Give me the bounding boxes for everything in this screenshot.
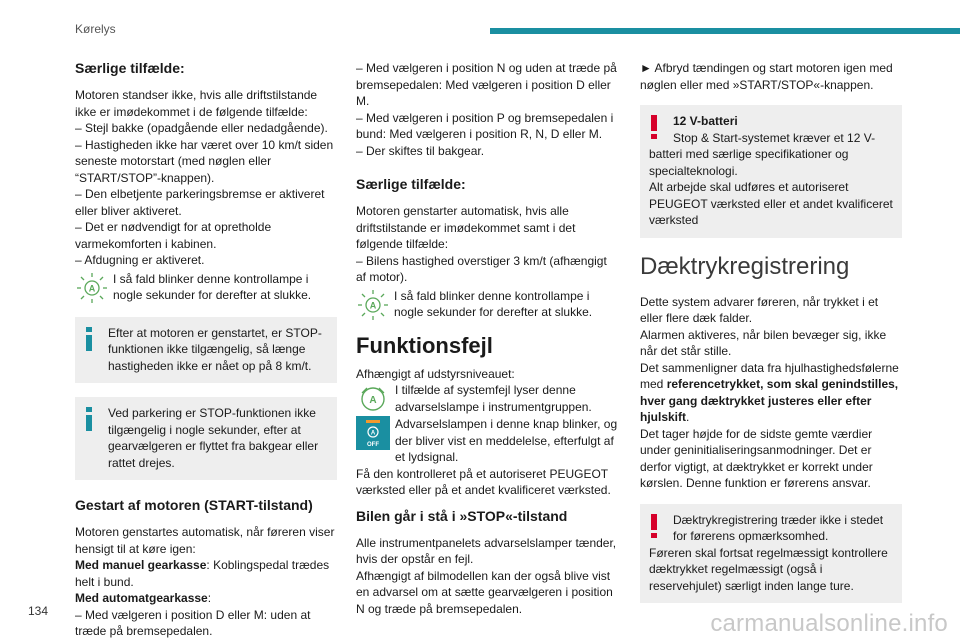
column-2 (356, 60, 620, 617)
stop-start-warning-lamp-icon (356, 382, 390, 416)
svg-text:A: A (369, 395, 377, 406)
svg-text:OFF: OFF (367, 442, 379, 448)
warning-icon (650, 514, 658, 538)
lamp-note (356, 288, 620, 322)
list-item: – Det er nødvendigt for at opretholde varmekomforten i kabinen. (75, 220, 272, 251)
paragraph: Alle instrumentpanelets advarselslamper tænder, hvis der opstår en fejl. (356, 535, 617, 566)
stop-start-lamp-icon (356, 288, 390, 322)
info-box (75, 317, 337, 384)
warning-title: 12 V-batteri (673, 114, 738, 128)
list-item: – Hastigheden ikke har været over 10 km/t siden seneste motorstart (med nøglen eller “START/STOP”-knappen). (75, 137, 334, 185)
list-item: – Med vælgeren i position P og bremsepedalen i bund: Med vælgeren i position R, N, D eller M. (356, 110, 614, 141)
paragraph: ► Afbryd tændingen og start motoren igen med nøglen eller med »START/STOP«-knappen. (640, 61, 893, 92)
warning-box (640, 105, 902, 238)
svg-text:A: A (370, 430, 376, 437)
heading-special-cases: Særlige tilfælde: (75, 60, 185, 76)
heading-tyre-pressure: Dæktrykregistrering (640, 252, 850, 280)
page-number: 134 (28, 604, 49, 618)
paragraph-manual: Med manuel gearkasse: Koblingspedal trædes helt i bund. (75, 558, 330, 589)
header-accent-bar (490, 28, 960, 34)
column-3 (640, 60, 902, 617)
list-item: – Den elbetjente parkeringsbremse er aktiveret eller bliver aktiveret. (75, 187, 325, 218)
list-item: – Der skiftes til bakgear. (356, 143, 485, 158)
info-icon (85, 327, 93, 351)
column-1 (75, 52, 337, 640)
list-item: – Stejl bakke (opadgående eller nedadgående). (75, 121, 328, 135)
stop-start-lamp-icon (75, 271, 109, 305)
lamp-note-text: I tilfælde af systemfejl lyser denne advarselslampe i instrumentgruppen. (395, 383, 592, 414)
watermark: carmanualsonline.info (710, 610, 948, 637)
paragraph: Motoren genstartes automatisk, når føreren viser hensigt til at køre igen: (75, 525, 335, 556)
list-item: – Afdugning er aktiveret. (75, 253, 205, 267)
list-item: – Med vælgeren i position N og uden at træde på bremsepedalen: Med vælgeren i position D eller M. (356, 61, 617, 108)
warning-text: Stop & Start-systemet kræver et 12 V-batteri med særlige specifikationer og specialteknologi. (649, 130, 876, 178)
warning-text: Alt arbejde skal udføres et autoriseret PEUGEOT værksted eller et andet kvalificeret værksted (649, 180, 893, 227)
paragraph: Dette system advarer føreren, når trykket i et eller flere dæk falder. (640, 294, 879, 325)
lamp-note-text: Advarselslampen i denne knap blinker, og der bliver vist en meddelelse, efterfulgt af et lydsignal. (395, 417, 618, 464)
info-box (75, 397, 337, 480)
heading-special-cases: Særlige tilfælde: (356, 176, 466, 192)
lamp-note-text: I så fald blinker denne kontrollampe i nogle sekunder for derefter at slukke. (113, 271, 312, 302)
stop-start-off-button-icon (356, 416, 390, 450)
paragraph: Få den kontrolleret på et autoriseret PEUGEOT værksted eller på et andet kvalificeret værksted. (356, 466, 611, 497)
heading-start-mode: Gestart af motoren (START-tilstand) (75, 497, 313, 513)
paragraph: Det sammenligner data fra hjulhastighedsfølerne med referencetrykket, som skal genindstilles, hver gang dæktrykket justeres eller efter hjulskift. (640, 360, 899, 424)
svg-text:A: A (369, 300, 377, 310)
lamp-note-text: I så fald blinker denne kontrollampe i nogle sekunder for derefter at slukke. (394, 288, 593, 319)
info-text: Ved parkering er STOP-funktionen ikke tilgængelig i nogle sekunder, efter at gearvælgeren er flyttet fra bakgear eller rattet drejes. (108, 406, 319, 470)
paragraph: Afhængigt af udstyrsniveauet: (356, 366, 515, 381)
paragraph: Afhængigt af bilmodellen kan der også blive vist en advarsel om at sætte gearvælgeren i position N og træde på bremsepedalen. (356, 568, 613, 616)
running-header: Kørelys (75, 22, 116, 36)
heading-malfunction: Funktionsfejl (356, 332, 493, 358)
paragraph: Motoren genstarter automatisk, hvis alle driftstilstande er imødekommet samt i det følgende tilfælde: (356, 204, 576, 251)
paragraph-auto: Med automatgearkasse: (75, 591, 212, 605)
malfunction-lamps (356, 382, 620, 466)
paragraph: Motoren standser ikke, hvis alle driftstilstande ikke er imødekommet i de følgende tilfælde: (75, 88, 318, 119)
info-icon (85, 407, 93, 431)
paragraph: Alarmen aktiveres, når bilen bevæger sig, ikke når det står stille. (640, 327, 887, 358)
warning-box (640, 504, 902, 604)
paragraph: Det tager højde for de sidste gemte værdier under geninitialiseringsanmodninger. Det er derfor vigtigt, at dæktrykket er korrekt under kørslen. Denne funktion er førerens ansvar. (640, 426, 873, 490)
warning-text: Føreren skal fortsat regelmæssigt kontrollere dæktrykket regelmæssigt (også i reservehjulet) særligt inden lange ture. (649, 545, 888, 593)
warning-text: Dæktrykregistrering træder ikke i stedet for førerens opmærksomhed. (673, 512, 884, 543)
list-item: – Bilens hastighed overstiger 3 km/t (afhængigt af motor). (356, 253, 607, 284)
svg-text:A: A (88, 283, 96, 293)
lamp-note (75, 271, 337, 305)
heading-stalled: Bilen går i stå i »STOP«-tilstand (356, 507, 568, 524)
info-text: Efter at motoren er genstartet, er STOP-funktionen ikke tilgængelig, så længe hastigheden ikke er nået op på 8 km/t. (108, 325, 322, 373)
warning-icon (650, 115, 658, 139)
list-item: – Med vælgeren i position D eller M: uden at træde på bremsepedalen. (75, 607, 311, 638)
